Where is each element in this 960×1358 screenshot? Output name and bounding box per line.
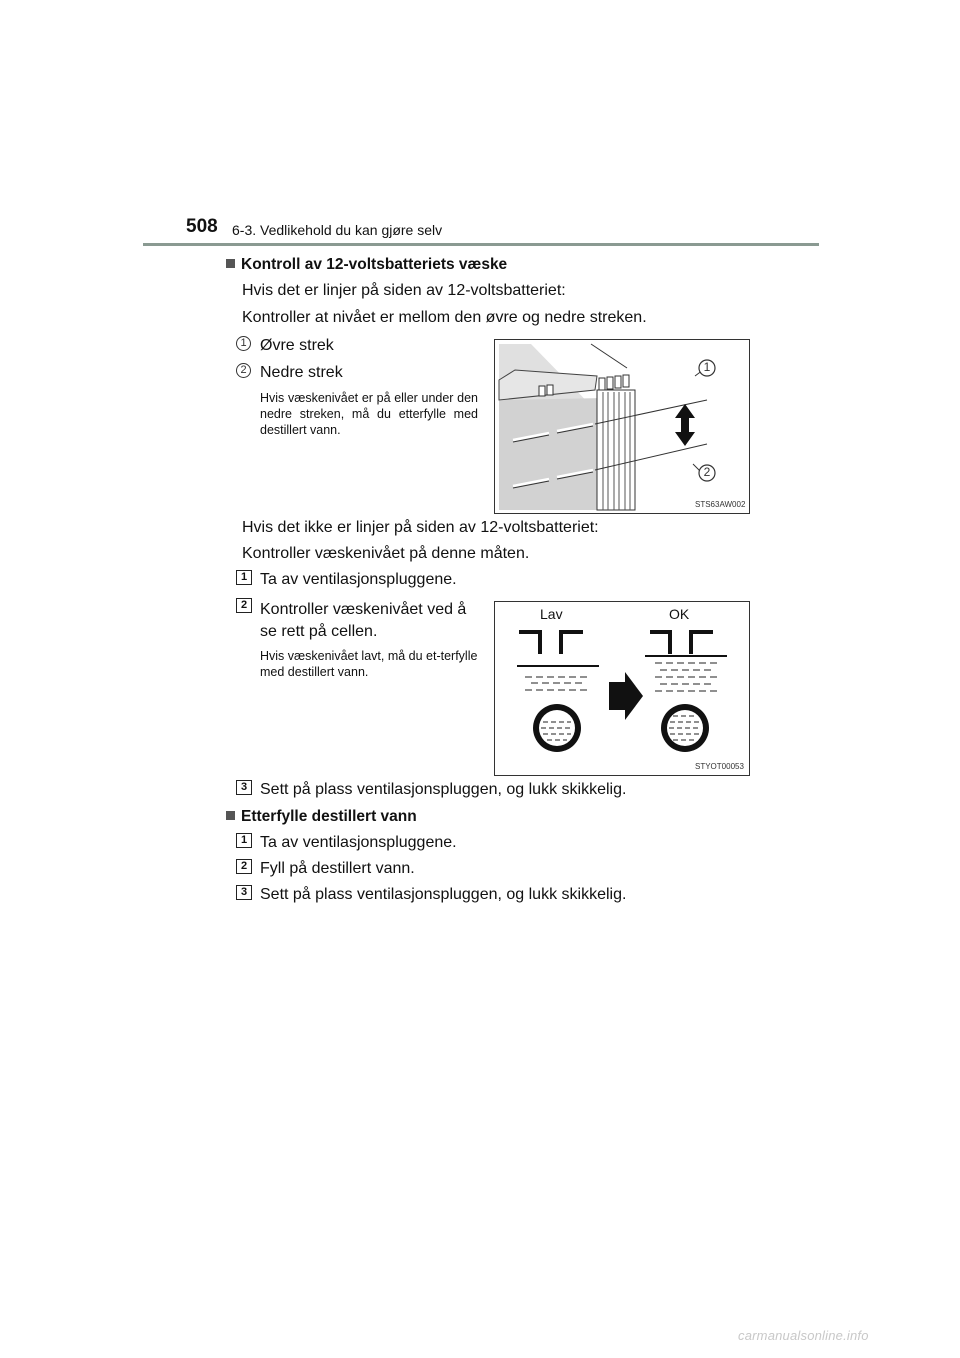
intro-lines: Hvis det er linjer på siden av 12-voltsbatteriet: [242, 282, 566, 299]
section-heading-check-fluid [226, 256, 507, 274]
label-ok: OK [669, 606, 690, 622]
heading-text: Kontroll av 12-voltsbatteriets væske [241, 256, 508, 273]
header-rule [143, 243, 819, 246]
fluid-level-figure [494, 601, 750, 776]
intro-check: Kontroller at nivået er mellom den øvre og nedre streken. [242, 309, 647, 326]
refill-step-text-1: Ta av ventilasjonspluggene. [260, 834, 457, 851]
step-text-2: Kontroller væskenivået ved å se rett på cellen. [260, 601, 467, 640]
refill-step-marker-1: 1 [236, 833, 252, 848]
refill-step-marker-3: 3 [236, 885, 252, 900]
section-title: 6-3. Vedlikehold du kan gjøre selv [232, 222, 443, 238]
step-text-1: Ta av ventilasjonspluggene. [260, 571, 457, 588]
figure-code: STYOT00053 [695, 762, 744, 771]
note-refill: Hvis væskenivået er på eller under den nedre streken, må du etterfylle med destillert vann. [260, 391, 478, 437]
figure-code: STS63AW002 [695, 500, 746, 509]
section-heading-refill [226, 808, 417, 826]
step-marker-1: 1 [236, 570, 252, 585]
refill-step-text-3: Sett på plass ventilasjonspluggen, og lukk skikkelig. [260, 886, 627, 903]
refill-step-text-2: Fyll på destillert vann. [260, 860, 415, 877]
refill-step-marker-2: 2 [236, 859, 252, 874]
no-lines-intro: Hvis det ikke er linjer på siden av 12-voltsbatteriet: [242, 519, 599, 536]
item-marker-1: 1 [236, 336, 251, 351]
heading-text: Etterfylle destillert vann [241, 808, 417, 825]
item-marker-2: 2 [236, 363, 251, 378]
step-marker-3: 3 [236, 780, 252, 795]
fluid-level-illustration [495, 602, 749, 775]
step2-note: Hvis væskenivået lavt, må du et-terfylle med destillert vann. [260, 649, 478, 679]
callout-1: 1 [703, 360, 711, 374]
callout-2: 2 [703, 465, 711, 479]
page-number: 508 [186, 216, 218, 237]
step-text-3: Sett på plass ventilasjonspluggen, og lukk skikkelig. [260, 781, 627, 798]
square-bullet-icon [226, 811, 235, 820]
item-label-lower: Nedre strek [260, 364, 343, 381]
battery-lines-figure [494, 339, 750, 514]
watermark: carmanualsonline.info [738, 1328, 869, 1343]
no-lines-check: Kontroller væskenivået på denne måten. [242, 545, 530, 562]
item-label-upper: Øvre strek [260, 337, 334, 354]
label-low: Lav [540, 606, 563, 622]
square-bullet-icon [226, 259, 235, 268]
step-marker-2: 2 [236, 598, 252, 613]
